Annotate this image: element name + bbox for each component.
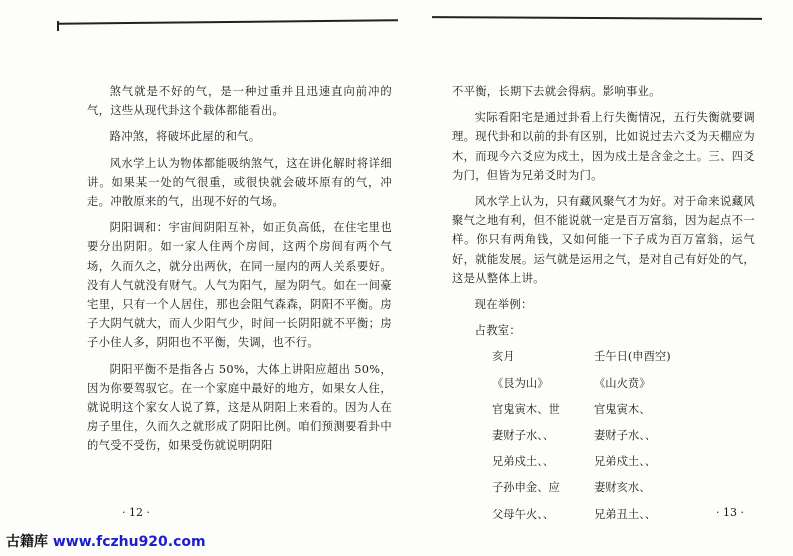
- site-url-link[interactable]: www.fczhu920.com: [52, 534, 206, 550]
- left-page: [87, 82, 392, 456]
- example-right: 妻财子水、、: [594, 429, 657, 442]
- example-left: 《艮为山》: [492, 376, 549, 390]
- right-paragraph: 风水学上认为，只有藏风聚气才为好。对于命来说藏风聚气之地有利，但不能说就一定是百万富翁，因为起点不一样。你只有两角钱，又如何能一下子成为百万富翁，运气好，就能发展。运气就是运用之气，是对自己有好处的气，这是从整体上讲。: [452, 195, 755, 285]
- left-paragraph: 阴阳调和：宇宙间阴阳互补，如正负高低，在住宅里也要分出阴阳。如一家人住两个房间，这两个房间有两个气场，久而久之，就分出两伙，在同一屋内的两人关系要好。没有人气就没有财气。人气为阳气，屋为阴气。如在一间豪宅里，只有一个人居住，那也会阻气森森，阴阳不平衡。房子大阴气就大，而人少阳气少，时间一长阴阳就不平衡；房子小住人多，阴阳也不平衡，失调，也不行。: [87, 221, 392, 350]
- example-right: 官鬼寅木、: [594, 402, 651, 416]
- example-right: 兄弟戍土、、: [594, 455, 657, 469]
- footer-watermark: [6, 531, 206, 551]
- site-name: 古籍库: [6, 534, 48, 550]
- example-right: 《山火贲》: [594, 376, 651, 390]
- right-page: [452, 82, 755, 524]
- example-row: [452, 347, 755, 366]
- example-left: 子孙申金、应: [492, 481, 560, 495]
- example-left: 兄弟戍土、、: [492, 455, 555, 469]
- left-paragraph: 煞气就是不好的气，是一种过重并且迅速直向前冲的气，这些从现代卦这个载体都能看出。: [87, 85, 392, 118]
- right-paragraph: 不平衡，长期下去就会得病。影响事业。: [452, 85, 661, 98]
- left-paragraph: 阴阳平衡不是指各占 50%，大体上讲阳应超出 50%，因为你要驾驭它。在一个家庭中最好的地方，如果女人住，就说明这个家女人说了算，这是从阴阳上来看的。因为人在房子里住，久而久之就形成了阴阳比例。咱们预测要看卦中的气受不受伤，如果受伤就说明阴阳: [87, 362, 392, 453]
- left-paragraph: 路冲煞，将破坏此屋的和气。: [109, 130, 261, 144]
- left-page-number: · 12 ·: [122, 506, 150, 519]
- example-row: [452, 400, 755, 419]
- example-left: 父母午火、、: [492, 507, 555, 521]
- example-right: 兄弟丑土、、: [594, 507, 657, 521]
- right-paragraph: 现在举例：: [474, 298, 533, 312]
- example-left: 官鬼寅木、世: [492, 402, 560, 416]
- right-paragraph: 实际看阳宅是通过卦看上行失衡情况，五行失衡就要调理。现代卦和以前的卦有区别，比如说过去六爻为天棚应为木，而现今六爻应为戍土，因为戍土是含金之土。三、四爻为门，但皆为兄弟爻时为门。: [452, 111, 755, 182]
- example-row: [452, 374, 755, 393]
- right-page-number: · 13 ·: [716, 506, 744, 519]
- top-rule-left: [58, 19, 398, 25]
- right-paragraph: 占教室：: [474, 324, 521, 338]
- example-left: 妻财子水、、: [492, 429, 555, 442]
- top-rule-right: [432, 16, 762, 20]
- left-paragraph: 风水学上认为物体都能吸纳煞气，这在讲化解时将详细讲。如果某一处的气很重，或很快就会破坏原有的气，冲走。冲散原来的气，出现不好的气场。: [87, 156, 392, 209]
- example-row: [452, 478, 755, 497]
- top-rule-left-hook: [57, 21, 59, 31]
- example-row: [452, 426, 755, 445]
- example-row: [452, 452, 755, 471]
- example-right: 壬午日(申酉空): [594, 350, 671, 364]
- example-left: 亥月: [492, 350, 515, 364]
- example-right: 妻财亥水、: [594, 481, 651, 495]
- example-row: [452, 505, 755, 524]
